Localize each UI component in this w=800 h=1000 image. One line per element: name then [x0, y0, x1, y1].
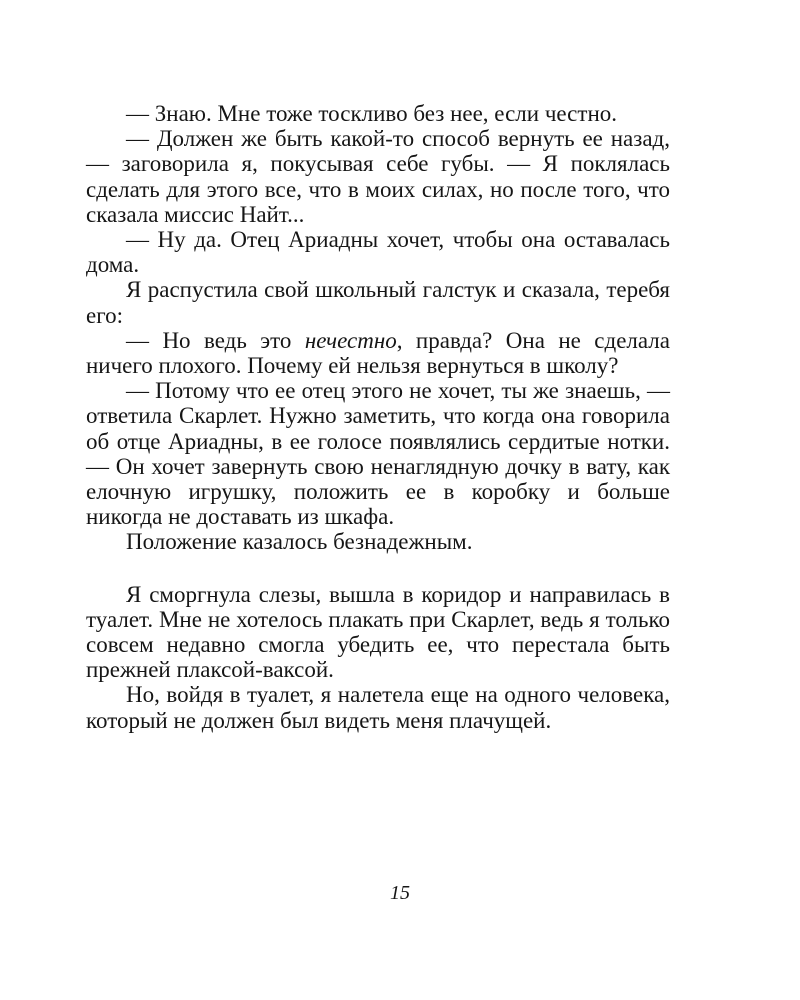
paragraph-3: — Ну да. Отец Ариадны хочет, чтобы она оставалась дома.: [86, 227, 670, 278]
paragraph-5-end: , правда? Она не сделала ничего плохого. Почему ей нельзя вернуться в школу?: [86, 327, 670, 379]
emphasized-word: нечестно: [304, 327, 397, 353]
paragraph-9: Но, войдя в туалет, я налетела еще на одного человека, который не должен был видеть меня плачущей.: [86, 682, 670, 733]
paragraph-6: — Потому что ее отец этого не хочет, ты же знаешь, — ответила Скарлет. Нужно заметить, что когда она говорила об отце Ариадны, в ее голосе появлялись сердитые нотки. — Он хочет завернуть свою ненаглядную дочку в вату, как елочную игрушку, положить ее в коробку и больше никогда не доставать из шкафа.: [86, 378, 670, 530]
page-number: 15: [390, 882, 410, 904]
paragraph-1: — Знаю. Мне тоже тоскливо без нее, если честно.: [126, 101, 617, 126]
paragraph-5-start: — Но ведь это: [126, 327, 305, 353]
paragraph-7: Положение казалось безнадежным.: [126, 529, 473, 555]
paragraph-5: [86, 328, 670, 378]
paragraph-8: Я сморгнула слезы, вышла в коридор и направилась в туалет. Мне не хотелось плакать при Скарлет, ведь я только совсем недавно смогла убедить ее, что перестала быть прежней плаксой-ваксой.: [86, 581, 670, 683]
paragraph-2: — Должен же быть какой-то способ вернуть ее назад, — заговорила я, покусывая себе губы. — Я поклялась сделать для этого все, что в моих силах, но после того, что сказала миссис Найт...: [86, 126, 670, 227]
paragraph-4: Я распустила свой школьный галстук и сказала, теребя его:: [86, 277, 670, 328]
section-break: [86, 555, 670, 582]
body-text: [86, 101, 670, 733]
